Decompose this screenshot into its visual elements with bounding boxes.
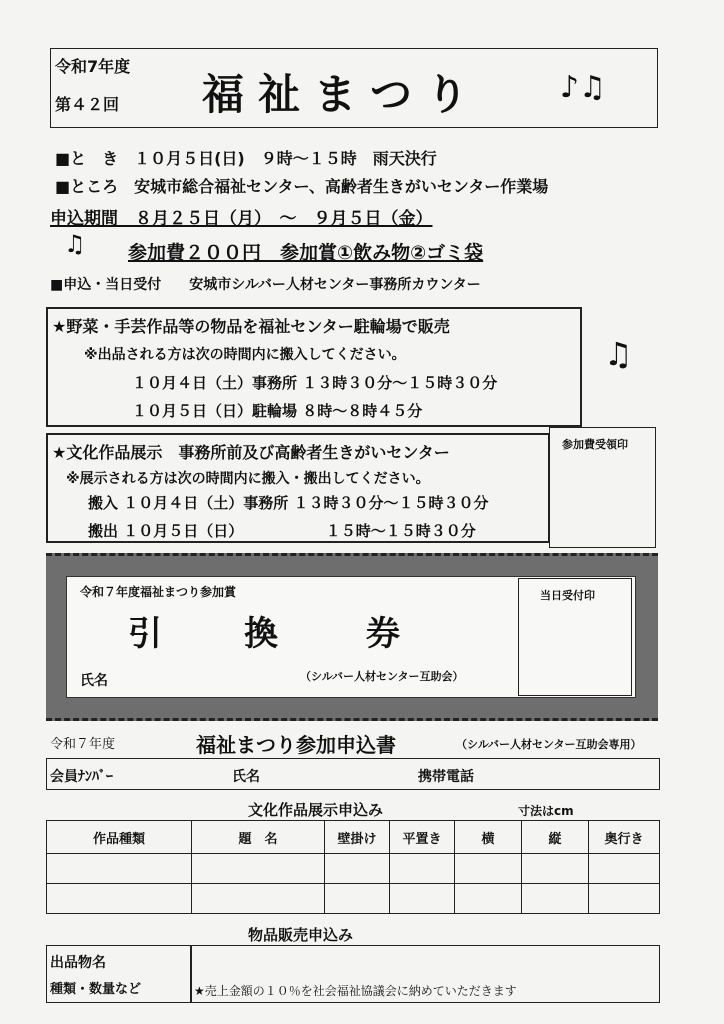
fee-stamp-label: 参加費受領印: [562, 438, 628, 451]
table-cell[interactable]: [589, 884, 660, 914]
exhibit-take-out: 搬出 １０月５日（日） １５時～１５時３０分: [88, 522, 476, 540]
col-header: 作品種類: [47, 821, 192, 854]
table-row[interactable]: [47, 854, 660, 884]
sale-heading: ★野菜・手芸作品等の物品を福祉センター駐輪場で販売: [52, 317, 450, 336]
exhibit-table: [46, 820, 660, 914]
ticket-title-2: 換: [244, 614, 278, 654]
music-note-icon: ♫: [604, 335, 633, 373]
table-row[interactable]: [47, 884, 660, 914]
ticket-title-1: 引: [128, 614, 162, 654]
table-cell[interactable]: [455, 884, 522, 914]
sale-note: ※出品される方は次の時間内に搬入してください。: [84, 347, 406, 363]
form-era: 令和７年度: [50, 737, 116, 752]
table-cell[interactable]: [47, 854, 192, 884]
table-cell[interactable]: [522, 854, 589, 884]
table-cell[interactable]: [455, 854, 522, 884]
music-note-icon: ♫: [64, 230, 86, 258]
event-date: ■と き １０月５日(日) ９時～１５時 雨天決行: [55, 149, 437, 168]
sale-form-title: 物品販売申込み: [248, 926, 354, 944]
sale-time-1: １０月４日（土）事務所 １３時３０分～１５時３０分: [132, 374, 498, 392]
ticket-name-label: 氏名: [80, 673, 108, 689]
col-header: 奥行き: [589, 821, 660, 854]
sale-time-2: １０月５日（日）駐輪場 ８時～８時４５分: [132, 402, 423, 420]
era-label: 令和7年度: [55, 57, 131, 76]
item-detail-label: 種類・数量など: [50, 982, 142, 997]
col-header: 題 名: [192, 821, 325, 854]
music-note-icon: ♪♫: [560, 70, 607, 105]
sale-fee-note: ★売上金額の１０％を社会福祉協議会に納めていただきます: [194, 984, 517, 998]
ticket-org: （シルバー人材センター互助会）: [300, 670, 464, 683]
table-cell[interactable]: [192, 884, 325, 914]
exhibit-heading: ★文化作品展示 事務所前及び高齢者生きがいセンター: [52, 443, 450, 462]
edition-label: 第４２回: [55, 95, 120, 114]
fee-and-gift: 参加費２００円 参加賞①飲み物②ゴミ袋: [128, 242, 484, 264]
page-title: 福祉まつり: [202, 70, 483, 119]
table-cell[interactable]: [589, 854, 660, 884]
exhibit-form-title: 文化作品展示申込み: [248, 801, 384, 819]
form-title: 福祉まつり参加申込書: [196, 733, 396, 757]
table-header-row: [47, 821, 660, 854]
ticket-caption: 令和７年度福祉まつり参加賞: [80, 585, 237, 599]
table-cell[interactable]: [325, 854, 390, 884]
table-cell[interactable]: [522, 884, 589, 914]
form-subtitle: （シルバー人材センター互助会専用）: [456, 738, 642, 751]
phone-label: 携帯電話: [418, 769, 474, 785]
member-name-label: 氏名: [232, 769, 260, 785]
member-number-label: 会員ﾅﾝﾊﾞｰ: [50, 769, 113, 785]
apply-period: 申込期間 ８月２５日（月） ～ ９月５日（金）: [50, 209, 433, 229]
divider: [190, 945, 192, 1003]
col-header: 横: [455, 821, 522, 854]
ticket-stamp-label: 当日受付印: [540, 589, 595, 602]
col-header: 壁掛け: [325, 821, 390, 854]
unit-note: 寸法はcm: [518, 804, 574, 818]
col-header: 縦: [522, 821, 589, 854]
item-name-label: 出品物名: [50, 955, 106, 971]
table-cell[interactable]: [390, 884, 455, 914]
exhibit-bring-in: 搬入 １０月４日（土）事務所 １３時３０分～１５時３０分: [88, 494, 489, 512]
event-place: ■ところ 安城市総合福祉センター、高齢者生きがいセンター作業場: [55, 177, 549, 196]
exhibit-note: ※展示される方は次の時間内に搬入・搬出してください。: [66, 471, 430, 487]
reception-info: ■申込・当日受付 安城市シルバー人材センター事務所カウンター: [50, 277, 481, 293]
col-header: 平置き: [390, 821, 455, 854]
table-cell[interactable]: [47, 884, 192, 914]
table-cell[interactable]: [192, 854, 325, 884]
ticket-title-3: 券: [366, 614, 400, 654]
table-cell[interactable]: [390, 854, 455, 884]
member-info-row[interactable]: [46, 758, 660, 790]
table-cell[interactable]: [325, 884, 390, 914]
